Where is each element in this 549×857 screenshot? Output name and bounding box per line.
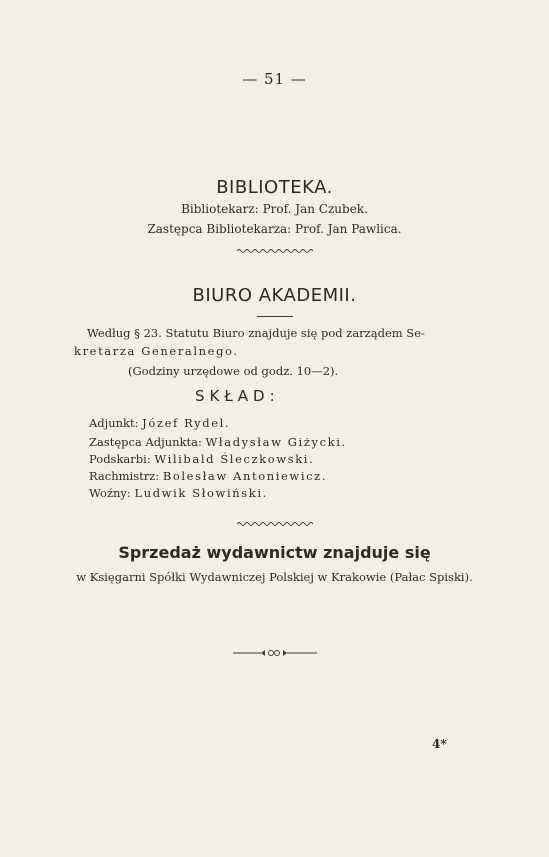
- wavy-divider: [0, 247, 549, 255]
- bibliotekarz-line: Bibliotekarz: Prof. Jan Czubek.: [181, 202, 368, 216]
- biuro-paragraph-line-1: Według § 23. Statutu Biuro znajduje się pod zarządem Se-: [87, 326, 425, 340]
- staff-row-wozny: [89, 486, 268, 500]
- staff-row-podskarbi: [89, 452, 314, 466]
- staff-role: Rachmistrz:: [89, 469, 160, 483]
- zastepca-bibliotekarza-line: Zastępca Bibliotekarza: Prof. Jan Pawlica.: [147, 222, 402, 236]
- signature-mark: 4*: [432, 737, 447, 751]
- staff-name: Ludwik Słowiński.: [134, 486, 268, 500]
- page-number: — 51 —: [242, 70, 307, 88]
- short-rule: [0, 316, 549, 317]
- staff-role: Adjunkt:: [89, 416, 139, 430]
- staff-role: Woźny:: [89, 486, 131, 500]
- staff-row-rachmistrz: [89, 469, 327, 483]
- staff-name: Władysław Giżycki.: [205, 435, 347, 449]
- staff-role: Podskarbi:: [89, 452, 151, 466]
- biuro-heading: BIURO AKADEMII.: [192, 285, 357, 306]
- staff-name: Józef Rydel.: [142, 416, 231, 430]
- wavy-divider-2: [0, 513, 549, 521]
- bookstore-line: w Księgarni Spółki Wydawniczej Polskiej w Krakowie (Pałac Spiski).: [76, 570, 473, 584]
- staff-row-adjunkt: [89, 416, 230, 430]
- biblioteka-heading: BIBLIOTEKA.: [216, 177, 333, 198]
- staff-name: Wilibald Śleczkowski.: [154, 452, 315, 466]
- sprzedaz-heading: Sprzedaż wydawnictw znajduje się: [118, 543, 431, 562]
- staff-role: Zastępca Adjunkta:: [89, 435, 202, 449]
- sklad-heading: SKŁAD:: [195, 387, 280, 405]
- staff-name: Bolesław Antoniewicz.: [162, 469, 328, 483]
- office-hours: (Godziny urzędowe od godz. 10—2).: [128, 364, 339, 378]
- biuro-paragraph-line-2: kretarza Generalnego.: [74, 344, 239, 358]
- ornament-divider: [0, 643, 549, 653]
- staff-row-zastepca: [89, 435, 347, 449]
